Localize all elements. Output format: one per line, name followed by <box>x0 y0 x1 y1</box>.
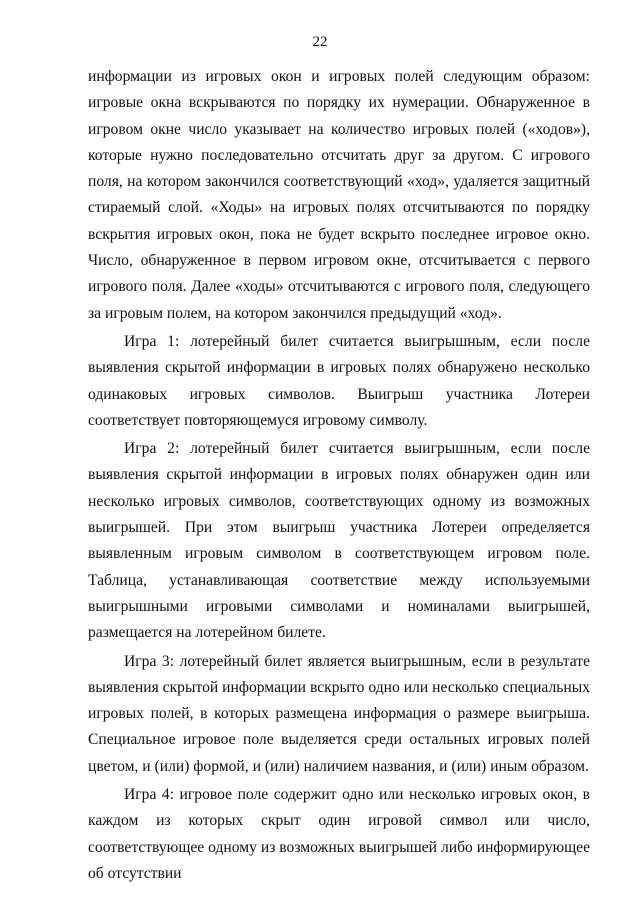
page-number: 22 <box>312 34 328 50</box>
paragraph-game-1: Игра 1: лотерейный билет считается выигрышным, если после выявления скрытой информации в игровых полях обнаружено несколько одинаковых игровых символов. Выигрыш участника Лотереи соответствует повторяющемуся игровому символу. <box>88 332 590 429</box>
paragraph-game-3: Игра 3: лотерейный билет является выигрышным, если в результате выявления скрытой информации вскрыто одно или несколько специальных игровых полей, в которых размещена информация о размере выигрыша. Специальное игровое поле выделяется среди остальных игровых полей цветом, и (или) формой, и (или) наличием названия, и (или) иным образом. <box>88 652 590 775</box>
paragraph-game-2: Игра 2: лотерейный билет считается выигрышным, если после выявления скрытой информации в игровых полях обнаружен один или несколько игровых символов, соответствующих одному из возможных выигрышей. При этом выигрыш участника Лотереи определяется выявленным игровым символом в соответствующем игровом поле. Таблица, устанавливающая соответствие между используемыми выигрышными игровыми символами и номиналами выигрышей, размещается на лотерейном билете. <box>88 440 590 642</box>
document-body <box>88 64 590 887</box>
paragraph-game-4: Игра 4: игровое поле содержит одно или несколько игровых окон, в каждом из которых скрыт один игровой символ или число, соответствующее одному из возможных выигрышей либо информирующее об отсутствии <box>88 786 590 882</box>
paragraph-continuation: информации из игровых окон и игровых полей следующим образом: игровые окна вскрываются по порядку их нумерации. Обнаруженное в игровом окне число указывает на количество игровых полей («ходов»), которые нужно последовательно отсчитать друг за другом. С игрового поля, на котором закончился соответствующий «ход», удаляется защитный стираемый слой. «Ходы» на игровых полях отсчитываются по порядку вскрытия игровых окон, пока не будет вскрыто последнее игровое окно. Число, обнаруженное в первом игровом окне, отсчитывается с первого игрового поля. Далее «ходы» отсчитываются с игрового поля, следующего за игровым полем, на котором закончился предыдущий «ход». <box>88 68 590 322</box>
